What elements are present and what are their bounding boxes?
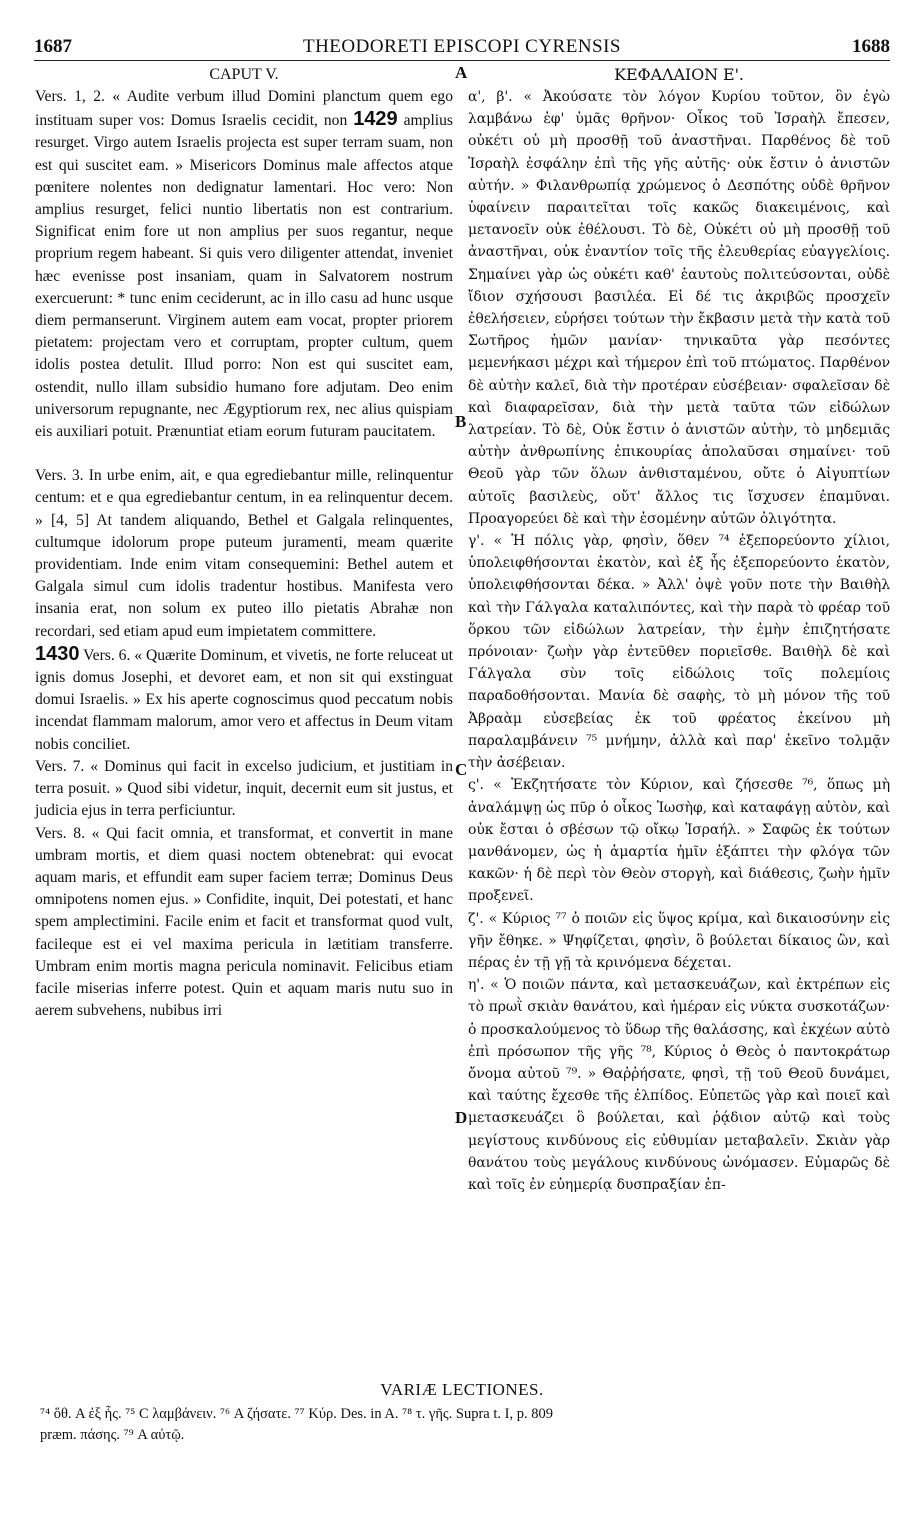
latin-paragraph: Vers. 8. « Qui facit omnia, et transformat, et convertit in mane umbram mortis, et diem quasi noctem obtenebrat: qui evocat aquam maris, et effundit eam super faciem terræ; Dominus Deus omnipotens nomen ejus. » Confidite, inquit, Dei potestati, et hanc spem amplectimini. Facile enim et facit et transformat quod vult, facileque est ei vel maxima pericula in lætitiam transferre. Umbram enim mortis magna pericula nominavit. Felicibus etiam facile miserias inferre potest. Quin et aquam maris nutu suo in aerem subvehens, nubibus irri (35, 824, 453, 1020)
page-number-left: 1687 (34, 36, 72, 57)
variae-lectiones (40, 1404, 900, 1446)
latin-paragraph: Vers. 7. « Dominus qui facit in excelso judicium, et justitiam in terra posuit. » Quod sibi videtur, inquit, decernit eum sit justus, et judicia ejus in terra perficiuntur. (35, 757, 453, 820)
column-number-1429: 1429 (353, 108, 398, 131)
running-header (34, 36, 890, 60)
page-number-right: 1688 (852, 36, 890, 57)
greek-paragraph: η'. « Ὁ ποιῶν πάντα, καὶ μετασκευάζων, καὶ ἐκτρέπων εἰς τὸ πρωῒ σκιὰν θανάτου, καὶ ἡμέραν εἰς νύκτα συσκοτάζων· ὁ προσκαλούμενος τὸ ὕδωρ τῆς θαλάσσης, καὶ ἐκχέων αὐτὸ ἐπὶ πρόσωπον τῆς γῆς ⁷⁸, Κύριος ὁ Θεὸς ὁ παντοκράτωρ ὄνομα αὐτοῦ ⁷⁹. » Θαῤῥήσατε, φησὶ, τῇ τοῦ Θεοῦ δυνάμει, καὶ ταύτης ἔχεσθε τῆς ἐλπίδος. Εὐπετῶς γὰρ καὶ ποιεῖ καὶ μετασκευάζει ὃ βούλεται, καὶ ῥᾴδιον αὐτῷ καὶ τοὺς μεγίστους κινδύνους εἰς εὐθυμίαν μεταβαλεῖν. Σκιὰν γὰρ θανάτου τοὺς μεγάλους κινδύνους ὠνόμασεν. Εὐμαρῶς δὲ καὶ τοῖς ἐν εὐημερίᾳ δυσπραξίαν ἐπ- (468, 977, 890, 1193)
greek-chapter-heading: ΚΕΦΑΛΑΙΟΝ Ε'. (614, 65, 744, 84)
running-title: THEODORETI EPISCOPI CYRENSIS (302, 36, 622, 57)
variae-line: ⁷⁴ ὅθ. A ἐξ ἧς. ⁷⁵ C λαμβάνειν. ⁷⁶ A ζήσατε. ⁷⁷ Κύρ. Des. in A. ⁷⁸ τ. γῆς. Supra t. I, p. 809 (40, 1406, 553, 1422)
greek-paragraph: ς'. « Ἐκζητήσατε τὸν Κύριον, καὶ ζήσεσθε ⁷⁶, ὅπως μὴ ἀναλάμψῃ ὡς πῦρ ὁ οἶκος Ἰωσὴφ, καὶ καταφάγῃ αὐτὸν, καὶ οὐκ ἔσται ὁ σβέσων τῷ οἴκῳ Ἰσραήλ. » Σαφῶς ἐκ τούτων μανθάνομεν, ὡς ἡ ἁμαρτία ἡμῖν ἐξάπτει τὴν φλόγα τῶν κακῶν· ἡ δὲ περὶ τὸν Θεὸν στοργὴ, καὶ διάθεσις, ζωὴν ἡμῖν προξενεῖ. (468, 777, 890, 905)
greek-column (468, 64, 890, 1196)
margin-letter-d: D (455, 1108, 468, 1127)
column-number-1430: 1430 (35, 642, 80, 665)
greek-paragraph: ζ'. « Κύριος ⁷⁷ ὁ ποιῶν εἰς ὕψος κρίμα, καὶ δικαιοσύνην εἰς γῆν ἔθηκε. » Ψηφίζεται, φησὶν, ὃ βούλεται δίκαιος ὢν, καὶ πέρας ἐν τῇ γῇ τὰ κρινόμενα δέχεται. (468, 910, 890, 971)
greek-paragraph: γ'. « Ἡ πόλις γὰρ, φησὶν, ὅθεν ⁷⁴ ἐξεπορεύοντο χίλιοι, ὑπολειφθήσονται ἑκατὸν, καὶ ἐξ ἧς ἐξεπορεύοντο ἑκατὸν, ὑπολειφθήσονται δέκα. » Ἀλλ' ὀψὲ γοῦν ποτε τὴν Βαιθὴλ καὶ τὴν Γάλγαλα καταλιπόντες, καὶ τὴν παρὰ τὸ φρέαρ τοῦ ὅρκου τῶν εἰδώλων λατρείαν, τὴν ἐμὴν ἐπιζητήσατε πρόνοιαν· ζωὴν γὰρ ἐντεῦθεν ποριεῖσθε. Βαιθὴλ δὲ καὶ Γάλγαλα σὺν τοῖς εἰδώλοις τοῖς πολεμίοις παραδοθήσονται. Μανία δὲ σαφὴς, τὸ μὴ μόνον τῆς τοῦ Ἀβραὰμ εὐσεβείας ἐκ τοῦ φρέατος ἐκείνου μὴ παραλαμβάνειν ⁷⁵ μνήμην, ἀλλὰ καὶ παρ' ἐκεῖνο τολμᾷν τὴν ἀσέβειαν. (468, 533, 890, 772)
variae-lectiones-title: VARIÆ LECTIONES. (380, 1380, 544, 1399)
margin-letter-b: B (455, 412, 467, 431)
margin-letter-a: A (455, 63, 468, 82)
greek-paragraph: α', β'. « Ἀκούσατε τὸν λόγον Κυρίου τοῦτον, ὃν ἐγὼ λαμβάνω ἐφ' ὑμᾶς θρῆνον· Οἶκος τοῦ Ἰσραὴλ ἔπεσεν, οὐκέτι οὐ μὴ προσθῇ τοῦ ἀναστῆναι. Παρθένος δὲ τοῦ Ἰσραὴλ ἐσφάλην ἐπὶ τῆς γῆς αὐτῆς· οὐκ ἔστιν ὁ ἀνιστῶν αὐτήν. » Φιλανθρωπίᾳ χρώμενος ὁ Δεσπότης οὐδὲ θρῆνον ὑφαίνειν παραιτεῖται τοῖς κακῶς διακειμένοις, καὶ μετανοεῖν οὐκ ἐθέλουσι. Τὸ δὲ, Οὐκέτι οὐ μὴ προσθῇ τοῦ ἀναστῆναι, οὐκ ἐναντίον τοῖς τῆς ἐλευθερίας εὐαγγελίοις. Σημαίνει γὰρ ὡς οὐκέτι καθ' ἑαυτοὺς πολιτεύσονται, οὐδὲ ἴδιον σχήσουσι βασιλέα. Εἰ δέ τις ἀκριβῶς προσχεῖν ἐθελήσειεν, εὑρήσει τούτων τὴν ἔκβασιν μετὰ τὴν κατὰ τοῦ Σωτῆρος ἡμῶν μανίαν· τηνικαῦτα γὰρ πεσόντες μεμενήκασι μέχρι καὶ τήμερον ἐπὶ τοῦ πτώματος. Παρθένον δὲ αὐτὴν καλεῖ, διὰ τὴν προτέραν εὐσέβειαν· σφαλεῖσαν δὲ καὶ διαφαρεῖσαν, διὰ τὴν μετὰ ταῦτα τῶν εἰδώλων λατρείαν. Τὸ δὲ, Οὐκ ἔστιν ὁ ἀνιστῶν αὐτὴν, τὸ μηδεμιᾶς αὐτὴν ἀνθρωπίνης ἐπικουρίας ἀπολαῦσαι σημαίνει· τοῦ Θεοῦ γὰρ τῶν ὅλων ἀνθισταμένου, οὔτε ὁ Αἰγυπτίων αὐτοῖς βασιλεὺς, οὔτ' ἄλλος τις ἴσχυσεν ἐπαμῦναι. Προαγορεύει δὲ καὶ τὴν ἐσομένην αὐτῶν ὀλιγότητα. (468, 89, 890, 527)
latin-paragraph: Vers. 1, 2. « Audite verbum illud Domini planctum quem ego instituam super vos: Domus Israelis cecidit, non 1429 amplius resurget. Virgo autem Israelis projecta est super terram suam, non est qui suscitet eam. » Misericors Dominus male affectos atque pœnitere nolentes non dedignatur lamentari. Hoc vero: Non amplius resurget, felici nuntio libertatis non est contrarium. Significat enim fore ut non amplius per suos regantur, neque proprium regem habeant. Si quis vero diligenter attendat, inveniet hæc evenisse post insaniam, quam in Salvatorem nostrum exercuerunt: * tunc enim ceciderunt, ac in illo casu ad hunc usque diem permanserunt. Virginem autem eam vocat, propter priorem pietatem: projectam vero et corruptam, propter cultum, quem idolis postea detulit. Illud porro: Non est qui suscitet eam, ostendit, nullo illam subsidio humano fore adjutam. Deo enim universorum repugnante, nec Ægyptiorum rex, nec alius quispiam eis auxiliari potuit. Prænuntiat etiam eorum futuram paucitatem. (35, 88, 453, 441)
latin-paragraph: Vers. 3. In urbe enim, ait, e qua egrediebantur mille, relinquentur centum: et e qua egrediebantur centum, in ea relinquentur decem. » [4, 5] At tandem aliquando, Bethel et Galgala relinquentes, cultumque idolorum prope puteum juramenti, meam quærite providentiam. Inde enim vitam consequemini: Bethel autem et Galgala simul cum idolis tradentur hostibus. Manifesta vero insania erat, non solum ex puteo illo pietatis Abrahæ non recordari, sed etiam apud eum impietatem committere. (35, 467, 453, 640)
latin-column (35, 64, 453, 1022)
latin-chapter-heading: CAPUT V. (209, 66, 279, 83)
latin-paragraph: 1430 Vers. 6. « Quærite Dominum, et vivetis, ne forte reluceat ut ignis domus Josephi, et devoret eam, et non sit qui exstinguat domui Israelis. » Ex his aperte cognoscimus quod peccatum nobis incendat flammam malorum, amor vero et affectus in Deum vitam nobis conciliet. (35, 642, 453, 753)
header-rule (34, 60, 890, 61)
variae-line: præm. πάσης. ⁷⁹ A αὐτῷ. (40, 1427, 185, 1443)
margin-letter-c: C (455, 760, 468, 779)
